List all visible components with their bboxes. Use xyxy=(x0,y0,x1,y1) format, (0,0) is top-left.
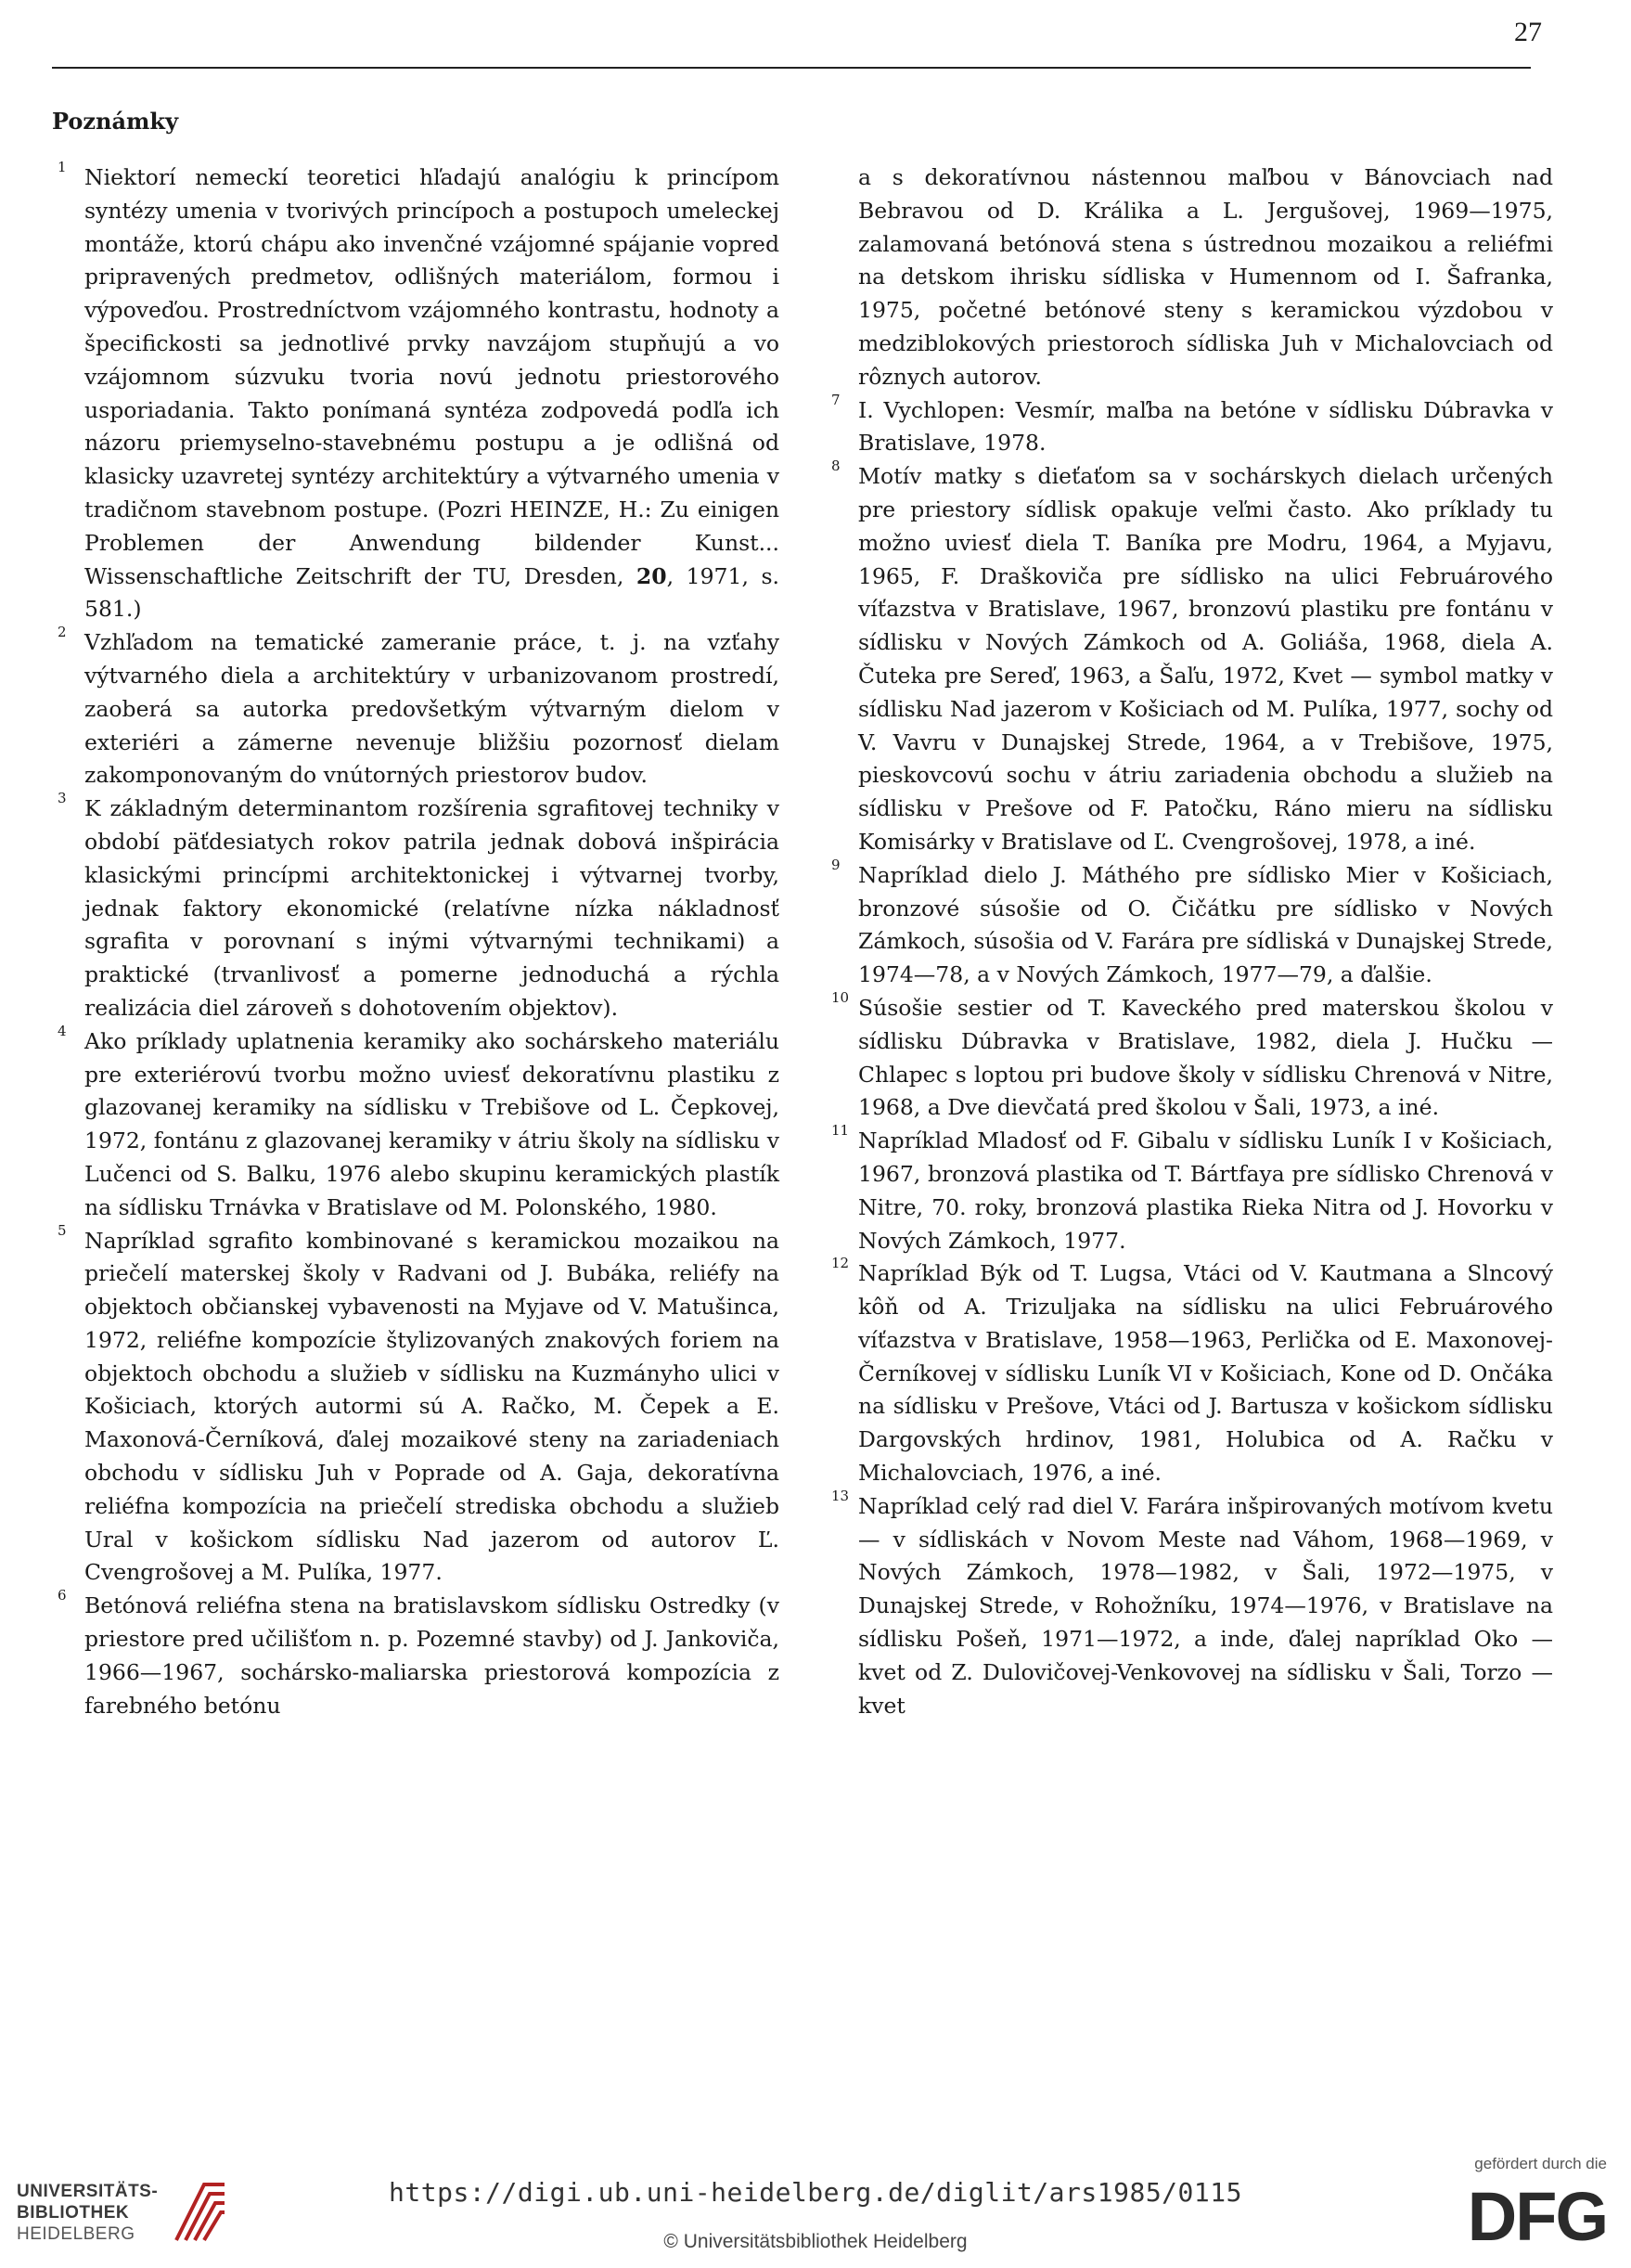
funder-logo[interactable] xyxy=(1449,2155,1607,2257)
footnote-text-tail: , 1971, s. 581.) xyxy=(84,562,779,623)
footnote-text: Napríklad sgrafito kombinované s keramickou mozaikou na priečelí materskej školy v Radvani od J. Bubáka, reliéfy na objektoch občianskej vybavenosti na Myjave od V. Matušinca, 1972, reliéfne kompozície štylizovaných znakových foriem na objektoch obchodu a služieb v sídlisku na Kuzmányho ulici v Košiciach, ktorých autormi sú A. Račko, M. Čepek a E. Maxonová-Černíková, ďalej mozaikové steny na zariadeniach obchodu v sídlisku Juh v Poprade od A. Gaja, dekoratívna reliéfna kompozícia na priečelí strediska obchodu a služieb Ural v košickom sídlisku Nad jazerom od autorov Ľ. Cvengrošovej a M. Pulíka, 1977. xyxy=(84,1227,779,1586)
footnote-number: 4 xyxy=(58,1022,67,1039)
footnote-number: 2 xyxy=(58,624,67,641)
footnote-number: 5 xyxy=(58,1221,67,1239)
right-column xyxy=(826,161,1553,1722)
footnote-10 xyxy=(826,988,1553,1125)
library-name-line: BIBLIOTHEK xyxy=(17,2203,130,2223)
footnote-number: 10 xyxy=(831,988,850,1006)
footnote-text: Súsošie sestier od T. Kaveckého pred materskou školou v sídlisku Dúbravka v Bratislave, 1982, diela J. Hučku — Chlapec s loptou pri budove školy v sídlisku Chrenová v Nitre, 1968, a Dve dievčatá pred školou v Šali, 1973, a iné. xyxy=(858,994,1553,1121)
footnote-number: 6 xyxy=(58,1587,67,1604)
footnote-9 xyxy=(826,856,1553,992)
footnote-number: 8 xyxy=(831,457,841,475)
footnote-5 xyxy=(52,1221,779,1591)
footnote-6-continuation: a s dekoratívnou nástennou maľbou v Bánovciach nad Bebravou od D. Králika a L. Jergušovej, 1969—1975, zalamovaná betónová stena s ústrednou mozaikou a reliéfmi na detskom ihrisku sídliska v Humennom od I. Šafranka, 1975, početné betónové steny s keramickou výzdobou v medziblokových priestoroch sídliska Juh v Michalovciach od rôznych autorov. xyxy=(858,164,1553,390)
footnote-3 xyxy=(52,790,779,1025)
footnote-number: 7 xyxy=(831,391,841,408)
footnote-text: Napríklad Mladosť od F. Gibalu v sídlisku Luník I v Košiciach, 1967, bronzová plastika od T. Bártfaya pre sídlisko Chrenová v Nitre, 70. roky, bronzová plastika Rieka Nitra od J. Hovorku v Nových Zámkoch, 1977. xyxy=(858,1128,1553,1254)
footnote-8 xyxy=(826,457,1553,859)
page-number: 27 xyxy=(1514,17,1542,47)
footnote-text: Motív matky s dieťaťom sa v sochárskych dielach určených pre priestory sídlisk opakuje veľmi často. Ako príklady tu možno uviesť diela T. Baníka pre Modru, 1964, a Myjavu, 1965, F. Draškoviča pre sídlisko na ulici Februárového víťazstva v Bratislave, 1967, bronzovú plastiku pre fontánu v sídlisku v Nových Zámkoch od A. Goliáša, 1968, diela A. Čuteka pre Sereď, 1963, a Šaľu, 1972, Kvet — symbol matky v sídlisku Nad jazerom v Košiciach od M. Pulíka, 1977, sochy od V. Vavru v Dunajskej Strede, 1964, a v Trebišove, 1975, pieskovcovú sochu v átriu zariadenia obchodu a služieb na sídlisku v Prešove od F. Patočku, Ráno mieru na sídlisku Komisárky v Bratislave od Ľ. Cvengrošovej, 1978, a iné. xyxy=(858,463,1553,855)
footnote-text: Vzhľadom na tematické zameranie práce, t. j. na vzťahy výtvarného diela a architektúry v urbanizovanom prostredí, zaoberá sa autorka predovšetkým výtvarným dielom v exteriéri a zámerne nevenuje bližšiu pozornosť dielam zakomponovaným do vnútorných priestorov budov. xyxy=(84,629,779,789)
library-name-line: HEIDELBERG xyxy=(17,2224,135,2244)
copyright-notice: © Universitätsbibliothek Heidelberg xyxy=(663,2231,968,2252)
footnote-2 xyxy=(52,626,779,793)
top-rule xyxy=(52,67,1531,69)
footnote-text: K základným determinantom rozšírenia sgrafitovej techniky v období päťdesiatych rokov patrila jednak dobová inšpirácia klasickými princípmi architektonickej i výtvarnej tvorby, jednak faktory ekonomické (relatívne nízka nákladnosť sgrafita v porovnaní s inými výtvarnými technikami) a praktické (trvanlivosť a pomerne jednoduchá a rýchla realizácia diel zároveň s dohotovením objektov). xyxy=(84,795,779,1021)
footnote-text: Ako príklady uplatnenia keramiky ako sochárskeho materiálu pre exteriérovú tvorbu možno uviesť dekoratívnu plastiku z glazovanej keramiky na sídlisku v Trebišove od L. Čepkovej, 1972, fontánu z glazovanej keramiky v átriu školy na sídlisku v Lučenci od S. Balku, 1976 alebo skupinu keramických plastík na sídlisku Trnávka v Bratislave od M. Polonského, 1980. xyxy=(84,1027,779,1220)
footnote-text: Napríklad Býk od T. Lugsa, Vtáci od V. Kautmana a Slncový kôň od A. Trizuljaka na sídlisku na ulici Februárového víťazstva v Bratislave, 1958—1963, Perlička od E. Maxonovej-Černíkovej v sídlisku Luník VI v Košiciach, Kone od D. Ončáka na sídlisku v Prešove, Vtáci od J. Bartusza v košickom sídlisku Dargovských hrdinov, 1981, Holubica od A. Račku v Michalovciach, 1976, a iné. xyxy=(858,1260,1553,1487)
footnote-11 xyxy=(826,1122,1553,1257)
footnote-number: 9 xyxy=(831,856,841,873)
footnote-number: 11 xyxy=(831,1122,850,1140)
footnote-4 xyxy=(52,1022,779,1225)
footnote-12 xyxy=(826,1257,1553,1490)
funder-caption: gefördert durch die xyxy=(1474,2155,1607,2172)
footnote-number: 12 xyxy=(831,1255,850,1272)
notes-heading: Poznámky xyxy=(52,108,179,135)
funder-name: DFG xyxy=(1467,2178,1607,2255)
footnote-number: 3 xyxy=(58,790,67,807)
footnote-number: 13 xyxy=(831,1487,850,1504)
volume-number: 20 xyxy=(636,562,667,589)
library-name-line: UNIVERSITÄTS- xyxy=(17,2182,159,2201)
footnote-text: I. Vychlopen: Vesmír, maľba na betóne v sídlisku Dúbravka v Bratislave, 1978. xyxy=(858,396,1553,457)
footnote-number: 1 xyxy=(58,159,67,175)
footnote-text: Niektorí nemeckí teoretici hľadajú analógiu k princípom syntézy umenia v tvorivých princípoch a postupoch umeleckej montáže, ktorú chápu ako invenčné vzájomné spájanie vopred pripravených predmetov, odlišných materiálom, formou i výpoveďou. Prostredníctvom vzájomného kontrastu, hodnoty a špecifickosti sa jednotlivé prvky navzájom stupňujú a vo vzájomnom súzvuku tvoria novú jednotu priestorového usporiadania. Takto ponímaná syntéza zodpovedá podľa ich názoru priemyselno-stavebnému postupu a je odlišná od klasicky uzavretej syntézy architektúry a výtvarného umenia v tradičnom stavebnom postupe. (Pozri HEINZE, H.: Zu einigen Problemen der Anwendung bildender Kunst... Wissenschaftliche Zeitschrift der TU, Dresden, xyxy=(84,164,779,589)
footnote-text: Napríklad celý rad diel V. Farára inšpirovaných motívom kvetu — v sídliskách v Novom Meste nad Váhom, 1968—1969, v Nových Zámkoch, 1978—1982, v Šali, 1972—1975, v Dunajskej Strede, v Rohožníku, 1974—1976, v Bratislave na sídlisku Pošeň, 1971—1972, a inde, ďalej napríklad Oko — kvet od Z. Dulovičovej-Venkovovej na sídlisku v Šali, Torzo — kvet xyxy=(858,1492,1553,1719)
left-column xyxy=(52,161,779,1722)
footnote-text: Betónová reliéfna stena na bratislavskom sídlisku Ostredky (v priestore pred učilišťom n. p. Pozemné stavby) od J. Jankoviča, 1966—1967, sochársko-maliarska priestorová kompozícia z farebného betónu xyxy=(84,1592,779,1719)
permalink-url[interactable]: https://digi.ub.uni-heidelberg.de/diglit/ars1985/0115 xyxy=(389,2177,1242,2208)
footnote-6 xyxy=(52,1587,779,1722)
footnote-7 xyxy=(826,391,1553,461)
viewer-footer xyxy=(0,2136,1631,2268)
footnote-text: Napríklad dielo J. Máthého pre sídlisko Mier v Košiciach, bronzové súsošie od O. Čičátku pre sídlisko v Nových Zámkoch, súsošia od V. Farára pre sídliská v Dunajskej Strede, 1974—78, a v Nových Zámkoch, 1977—79, a ďalšie. xyxy=(858,861,1553,988)
footnote-1 xyxy=(52,161,779,626)
footnote-13 xyxy=(826,1487,1553,1723)
